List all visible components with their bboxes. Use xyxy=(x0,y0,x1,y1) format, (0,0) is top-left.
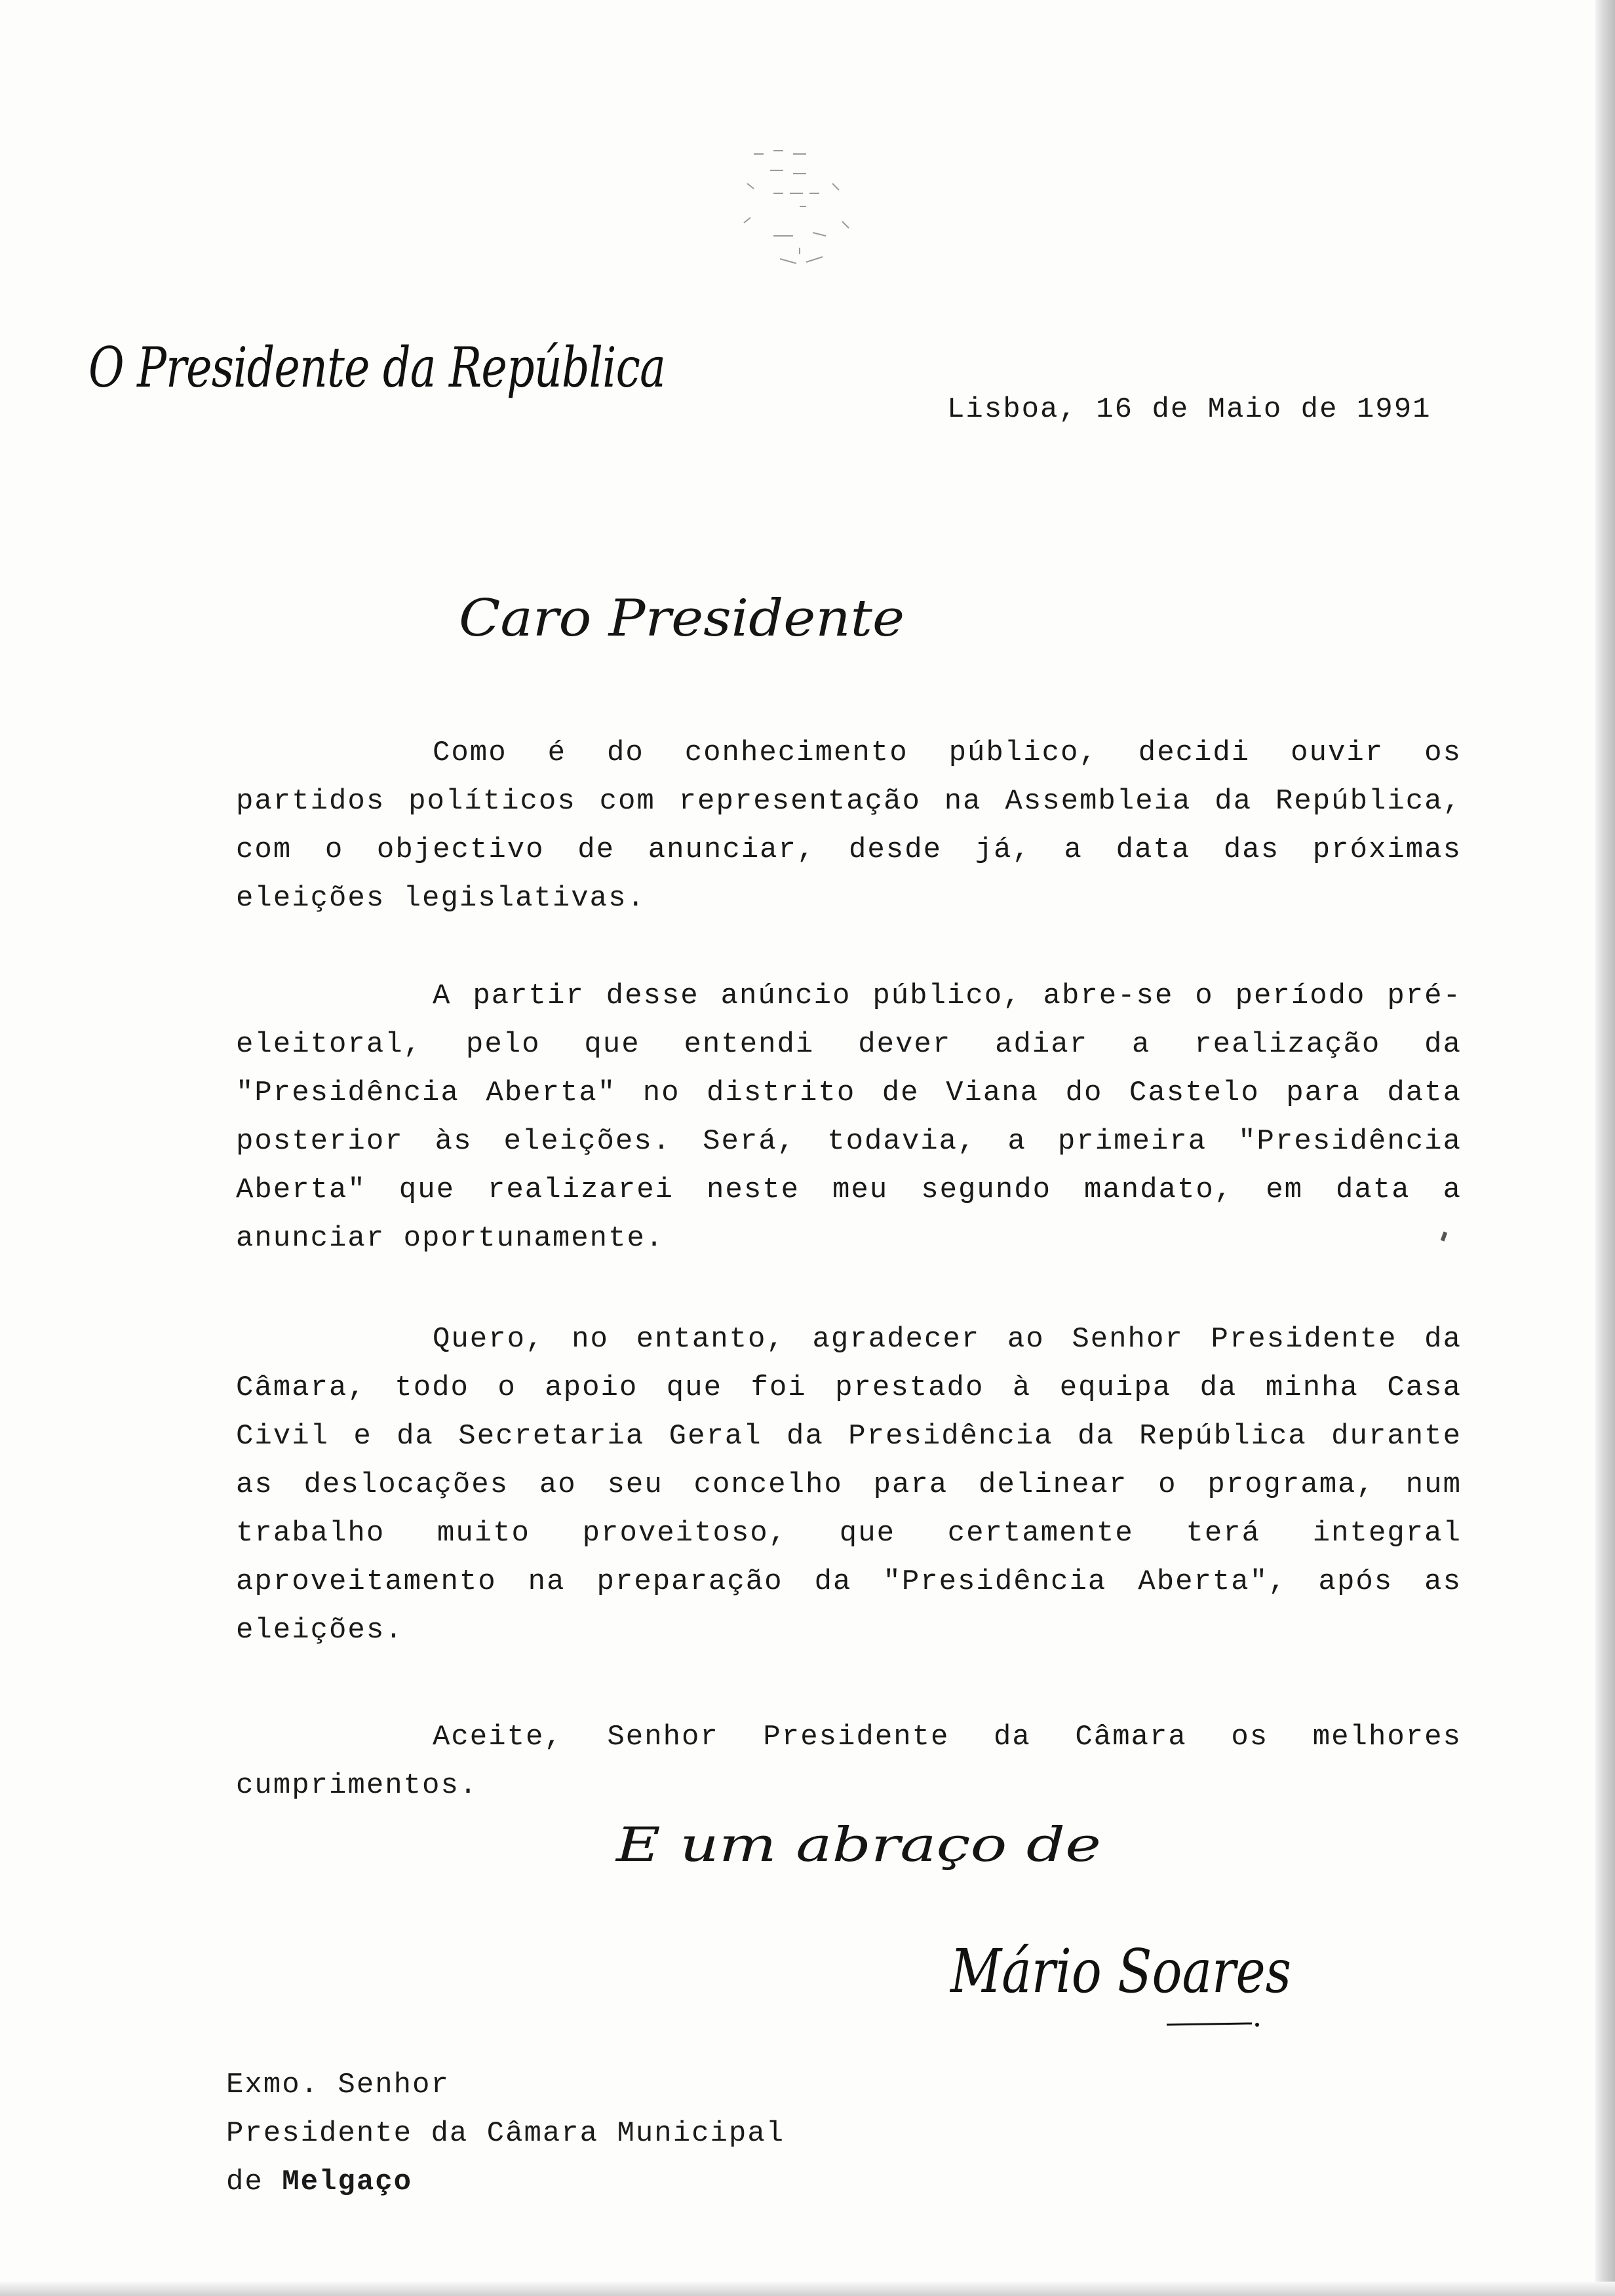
paragraph-2: A partir desse anúncio público, abre-se o período pré-eleitoral, pelo que entendi dever adiar a realização da "Presidência Aberta" no distrito de Viana do Castelo para data posterior às eleições. Será, todavia, a primeira "Presidência Aberta" que realizarei neste meu segundo mandato, em data a anunciar oportunamente. xyxy=(236,980,1462,1255)
paragraph-4: Aceite, Senhor Presidente da Câmara os melhores cumprimentos. xyxy=(236,1721,1462,1802)
address-line-1: Exmo. Senhor xyxy=(226,2069,450,2101)
letterhead xyxy=(88,328,678,413)
signature-text: Mário Soares xyxy=(949,1936,1291,2006)
scan-edge-right xyxy=(1595,0,1615,2296)
closing-text: E um abraço de xyxy=(614,1817,1101,1872)
paragraph-3: Quero, no entanto, agradecer ao Senhor Presidente da Câmara, todo o apoio que foi prestado à equipa da minha Casa Civil e da Secretaria Geral da Presidência da República durante as deslocações ao seu concelho para delinear o programa, num trabalho muito proveitoso, que certamente terá integral aproveitamento na preparação da "Presidência Aberta", após as eleições. xyxy=(236,1323,1462,1647)
address-line-3 xyxy=(226,2158,785,2206)
paragraph-1: Como é do conhecimento público, decidi ouvir os partidos políticos com representação na Assembleia da República, com o objectivo de anunciar, desde já, a data das próximas eleições legislativas. xyxy=(236,737,1462,915)
signature-underline xyxy=(1167,2023,1252,2025)
letter-date: Lisboa, 16 de Maio de 1991 xyxy=(947,393,1431,426)
handwritten-salutation xyxy=(452,564,924,681)
signature xyxy=(944,1900,1324,2057)
letterhead-title: O Presidente da República xyxy=(88,335,665,400)
address-line-2: Presidente da Câmara Municipal xyxy=(226,2117,785,2150)
coat-of-arms-emblem xyxy=(734,144,865,275)
scan-edge-bottom xyxy=(0,2282,1615,2296)
handwritten-closing xyxy=(603,1795,1127,1900)
recipient-address xyxy=(226,2061,785,2206)
salutation-text: Caro Presidente xyxy=(459,589,905,648)
address-prefix: de xyxy=(226,2166,263,2198)
address-place: Melgaço xyxy=(282,2166,413,2198)
